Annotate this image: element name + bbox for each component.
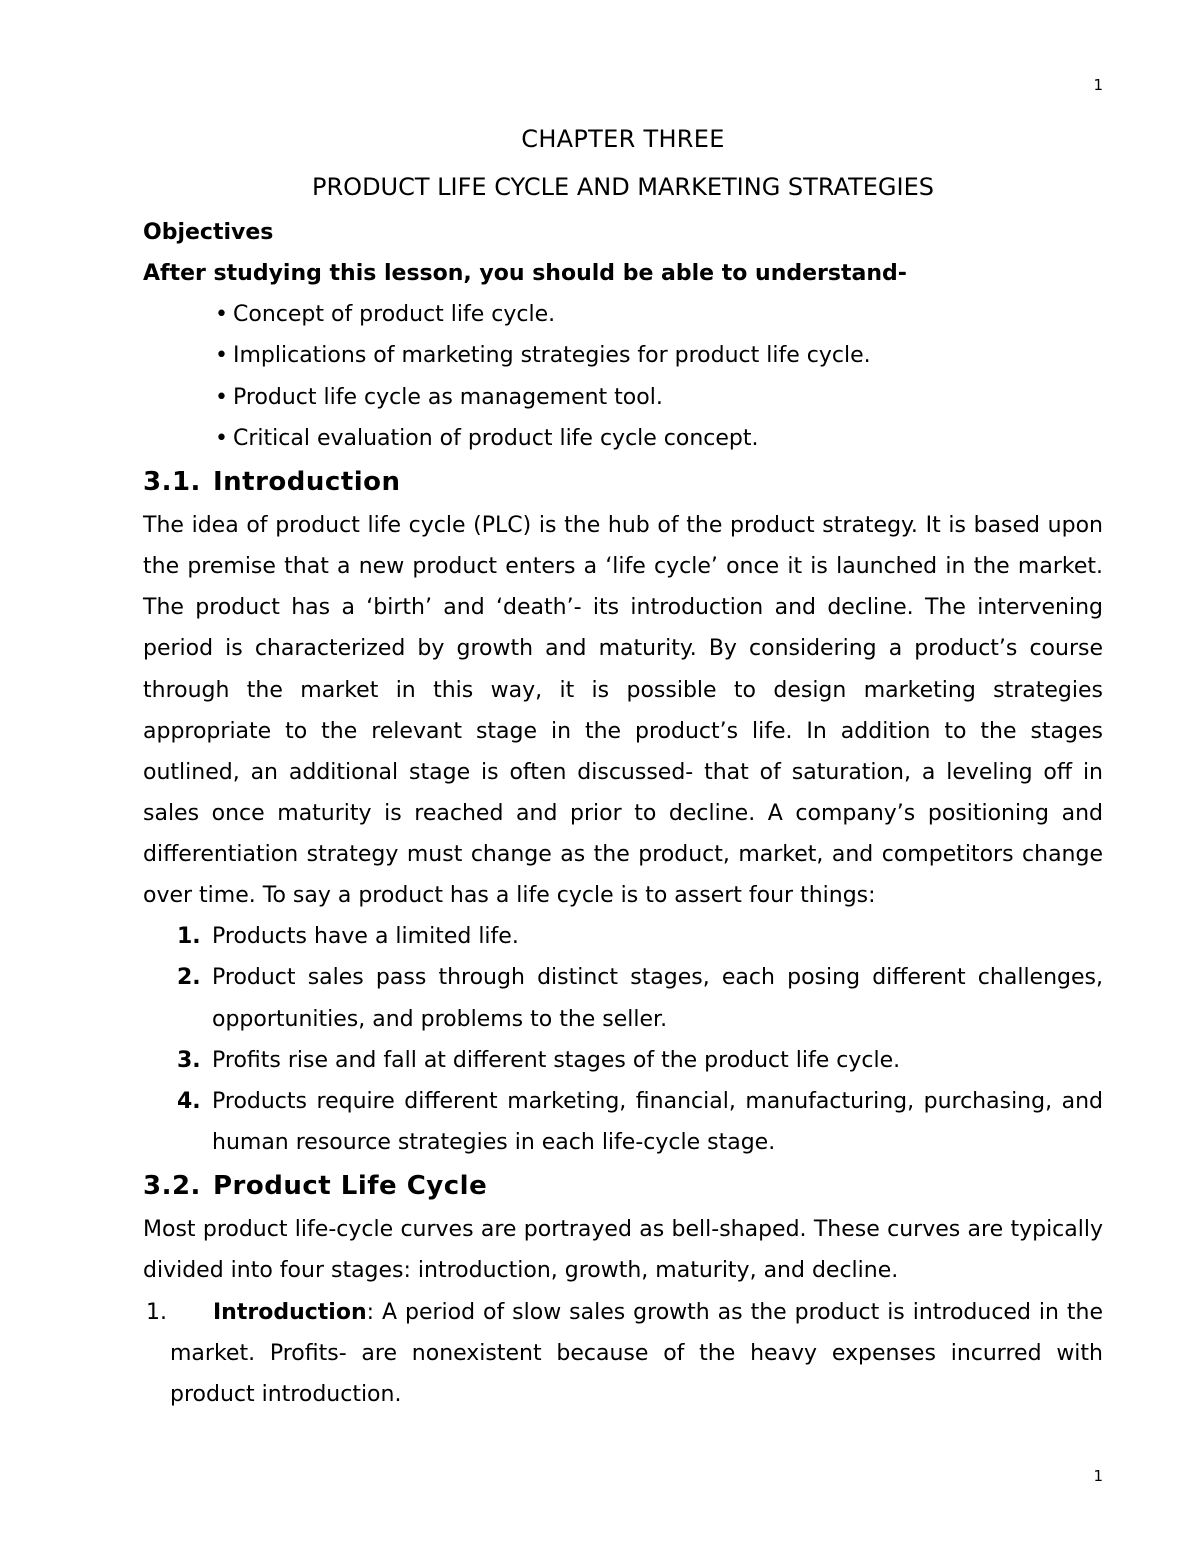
assertion-text: Products have a limited life.: [212, 924, 519, 950]
assertion-text: Profits rise and fall at different stages of the product life cycle.: [212, 1047, 901, 1073]
page-number-top: 1: [1093, 76, 1103, 94]
chapter-title: CHAPTER THREE: [521, 125, 725, 153]
stage-item: [143, 1292, 1103, 1416]
assertion-number: 3.: [177, 1047, 201, 1073]
chapter-subtitle: PRODUCT LIFE CYCLE AND MARKETING STRATEGIES: [312, 173, 934, 201]
page-number-bottom: 1: [1093, 1467, 1103, 1485]
assertion-text: Product sales pass through distinct stages, each posing different challenges, opportunities, and problems to the seller.: [212, 965, 1103, 1032]
assertion-item: [143, 1081, 1103, 1163]
bullet-icon: •: [215, 302, 228, 327]
bullet-icon: •: [215, 384, 228, 410]
objective-item: [215, 294, 1103, 335]
stage-number: 1.: [146, 1299, 167, 1325]
section-heading-product-life-cycle: [143, 1163, 1103, 1209]
objective-item: [215, 335, 1103, 376]
objective-text: Product life cycle as management tool.: [233, 384, 663, 410]
stages-list: [143, 1292, 1103, 1416]
objective-text: Concept of product life cycle.: [233, 302, 556, 327]
section-title: Introduction: [213, 467, 401, 498]
introduction-paragraph: The idea of product life cycle (PLC) is the hub of the product strategy. It is based upon the premise that a new product enters a ‘life cycle’ once it is launched in the market. The product has a ‘birth’ and ‘death’- its introduction and decline. The intervening period is characterized by growth and maturity. By considering a product’s course through the market in this way, it is possible to design marketing strategies appropriate to the relevant stage in the product’s life. In addition to the stages outlined, an additional stage is often discussed- that of saturation, a leveling off in sales once maturity is reached and prior to decline. A company’s positioning and differentiation strategy must change as the product, market, and competitors change over time. To say a product has a life cycle is to assert four things:: [143, 513, 1103, 909]
section-number: 3.1.: [143, 467, 201, 498]
section-number: 3.2.: [143, 1171, 201, 1202]
assertion-item: [143, 916, 1103, 957]
objective-item: [215, 418, 1103, 459]
objective-item: [215, 377, 1103, 418]
assertion-number: 2.: [177, 965, 201, 991]
bullet-icon: •: [215, 343, 228, 369]
objective-text: Critical evaluation of product life cycle concept.: [233, 425, 759, 451]
objectives-lead: After studying this lesson, you should be able to understand-: [143, 261, 907, 286]
assertion-text: Products require different marketing, financial, manufacturing, purchasing, and human resource strategies in each life-cycle stage.: [212, 1088, 1103, 1156]
objectives-heading: Objectives: [143, 220, 274, 245]
bullet-icon: •: [215, 425, 228, 451]
stage-text: : A period of slow sales growth as the product is introduced in the market. Profits- are nonexistent because of the heavy expenses incurred with product introduction.: [170, 1299, 1103, 1407]
assertion-item: [143, 957, 1103, 1039]
document-content: [143, 116, 1103, 1415]
assertion-number: 1.: [177, 924, 201, 950]
section-heading-introduction: [143, 459, 1103, 505]
assertion-number: 4.: [177, 1088, 201, 1114]
product-life-cycle-paragraph: Most product life-cycle curves are portrayed as bell-shaped. These curves are typically divided into four stages: introduction, growth, maturity, and decline.: [143, 1217, 1103, 1284]
section-title: Product Life Cycle: [213, 1171, 488, 1202]
objectives-list: [143, 294, 1103, 459]
assertion-item: [143, 1040, 1103, 1081]
assertions-list: [143, 916, 1103, 1163]
objective-text: Implications of marketing strategies for product life cycle.: [233, 343, 871, 369]
stage-term: Introduction: [213, 1299, 367, 1325]
